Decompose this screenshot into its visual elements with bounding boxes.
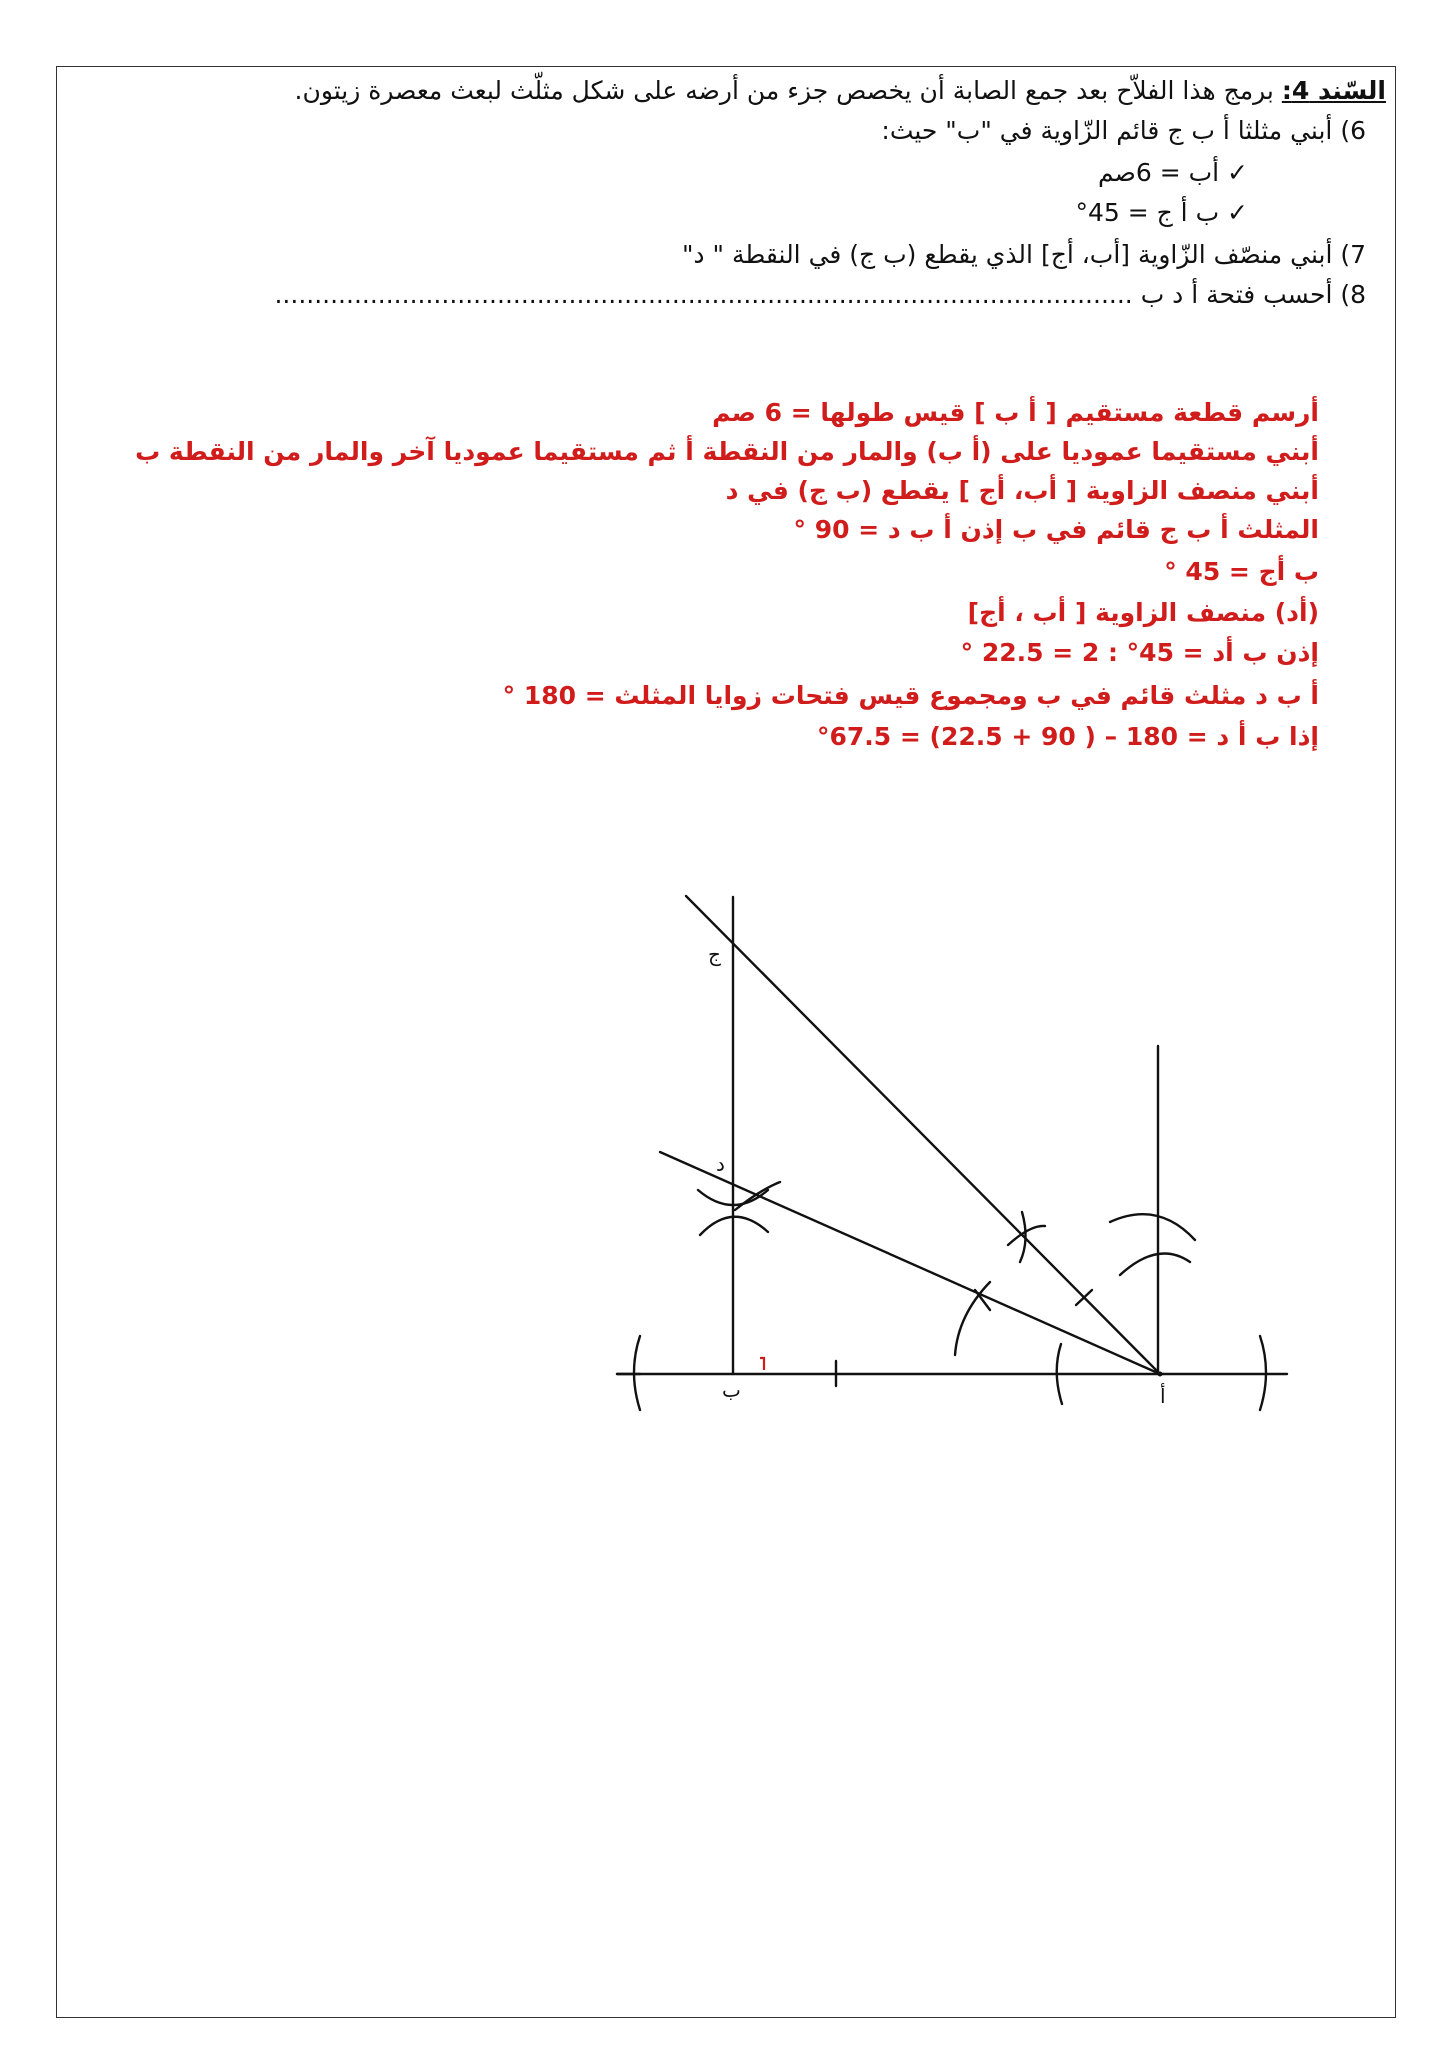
exercise-intro: برمج هذا الفلاّح بعد جمع الصابة أن يخصص جزء من أرضه على شكل مثلّث لبعث معصرة زيتون. (294, 76, 1274, 105)
arc-bisector-tick (975, 1290, 990, 1310)
arc-a-lower (1120, 1254, 1190, 1275)
label-d: د (716, 1152, 725, 1176)
solution-line-1: أرسم قطعة مستقيم [ أ ب ] قيس طولها = 6 صم (712, 398, 1319, 427)
bisector-ad (660, 1152, 1160, 1374)
condition-1: ✓ أب = 6صم (1098, 158, 1248, 187)
solution-line-5: ب أج = 45 ° (1164, 557, 1319, 586)
label-j: ج (708, 942, 721, 966)
arc-bisector-3 (955, 1282, 990, 1355)
question-8: 8) أحسب فتحة أ د ب (1132, 280, 1366, 309)
answer-dots: ............................................................................................................ (274, 280, 1133, 309)
condition-2: ✓ ب أ ج = 45° (1075, 198, 1248, 227)
solution-line-9: إذا ب أ د = 180 – ( 90 + 22.5) = 67.5° (816, 722, 1319, 751)
point-a (1158, 1372, 1163, 1377)
solution-line-4: المثلث أ ب ج قائم في ب إذن أ ب د = 90 ° (793, 515, 1319, 544)
segment-ac (686, 896, 1160, 1374)
label-a: أ (1160, 1384, 1166, 1408)
solution-line-7: إذن ب أد = 45° : 2 = 22.5 ° (960, 638, 1319, 667)
solution-line-3: أبني منصف الزاوية [ أب، أج ] يقطع (ب ج) في د (725, 476, 1319, 505)
solution-line-8: أ ب د مثلث قائم في ب ومجموع قيس فتحات زوايا المثلث = 180 ° (502, 681, 1319, 710)
question-6: 6) أبني مثلثا أ ب ج قائم الزّاوية في "ب" حيث: (881, 116, 1366, 145)
solution-line-6: (أد) منصف الزاوية [ أب ، أج] (967, 598, 1319, 627)
label-b: ب (722, 1378, 741, 1402)
question-7: 7) أبني منصّف الزّاوية [أب، أج] الذي يقطع (ب ج) في النقطة " د" (681, 240, 1366, 269)
arc-a-upper (1110, 1214, 1195, 1240)
right-angle-mark (760, 1358, 764, 1370)
exercise-title: السّند 4: (1281, 76, 1386, 105)
solution-line-2: أبني مستقيما عموديا على (أ ب) والمار من النقطة أ ثم مستقيما عموديا آخر والمار من النقطة ب (135, 437, 1319, 466)
